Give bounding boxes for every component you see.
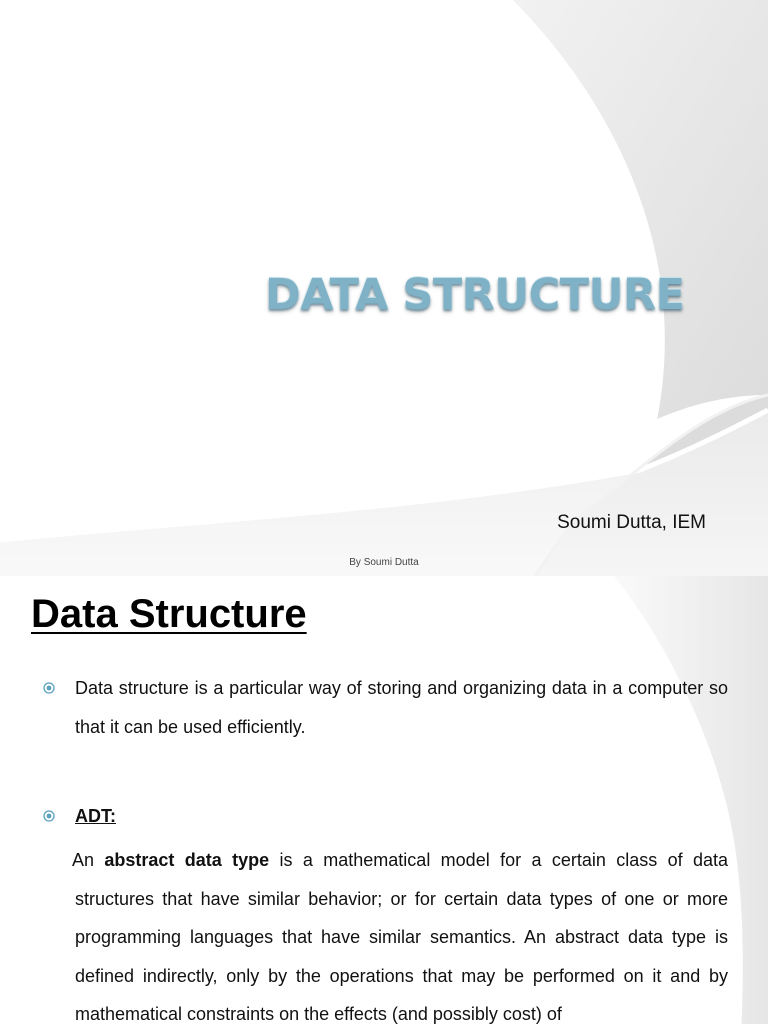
para-bold-term: abstract data type: [104, 850, 270, 870]
slide-footer: By Soumi Dutta: [349, 557, 419, 568]
bullet-text-adt-label: [75, 797, 728, 836]
para-rest: is a mathematical model for a certain class of data structures that have similar behavior; or for certain data types of one or more programming languages that have similar semantics. An abstract data type is defined indirectly, only by the operations that may be performed on it and by mathematical constraints on the effects (and possibly cost) of: [75, 850, 728, 1024]
adt-paragraph: [72, 841, 728, 1024]
page-heading: Data Structure: [31, 592, 307, 636]
circled-dot-bullet-icon: [43, 682, 55, 694]
bullet-text-definition: Data structure is a particular way of storing and organizing data in a computer so that it can be used efficiently.: [75, 678, 728, 737]
author-subtitle: Soumi Dutta, IEM: [557, 512, 706, 533]
circled-dot-bullet-icon: [43, 810, 55, 822]
slide-title: DATA STRUCTURE: [265, 270, 685, 320]
content-slide: [0, 576, 768, 1024]
para-prefix: An: [72, 850, 105, 870]
adt-label: ADT:: [75, 806, 116, 826]
